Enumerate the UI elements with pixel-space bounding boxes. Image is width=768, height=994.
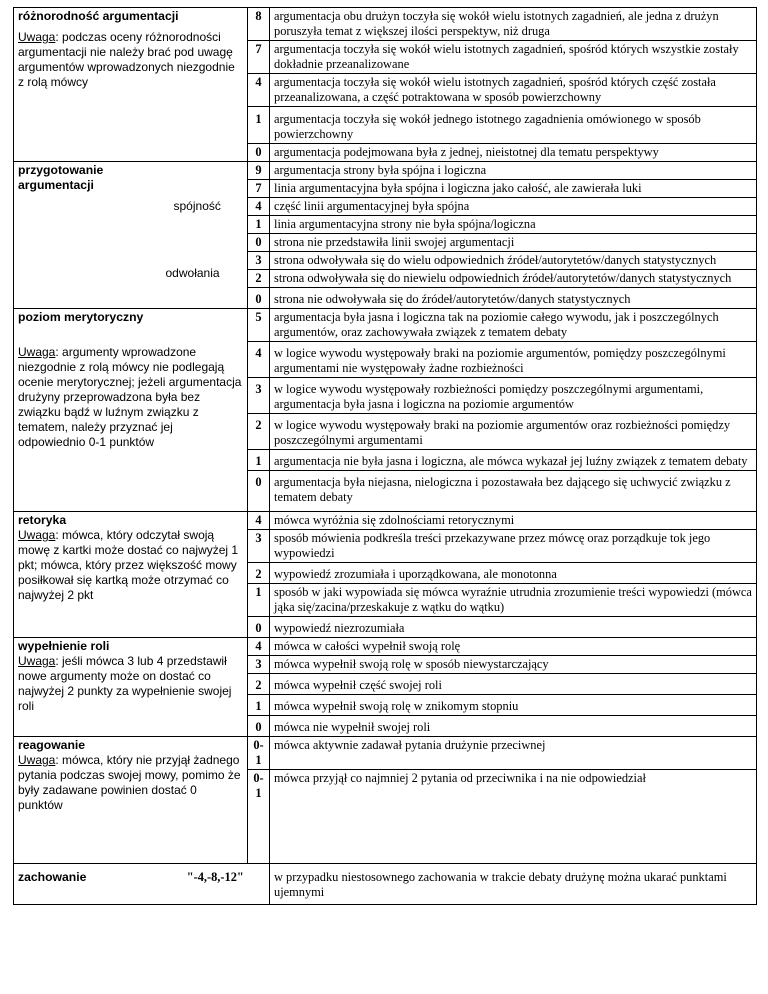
score-description: sposób mówienia podkreśla treści przekazywane przez mówcę oraz porządkuje tok jego wypowiedzi <box>270 530 757 563</box>
category-substance <box>14 342 248 512</box>
score-value: 1 <box>248 216 270 234</box>
score-value: 3 <box>248 378 270 414</box>
score-description: sposób w jaki wypowiada się mówca wyraźnie utrudnia zrozumienie treści wypowiedzi (mówca jąka się/zacina/przeskakuje z wątku do wątku) <box>270 584 757 617</box>
score-description: w logice wywodu występowały rozbieżności pomiędzy poszczególnymi argumentami, argumentacja była jasna i logiczna na poziomie argumentów <box>270 378 757 414</box>
score-value: 9 <box>248 162 270 180</box>
category-title: wypełnienie roli <box>18 639 110 653</box>
score-description: mówca nie wypełnił swojej roli <box>270 716 757 737</box>
score-description: strona nie przedstawiła linii swojej argumentacji <box>270 234 757 252</box>
score-description: część linii argumentacyjnej była spójna <box>270 198 757 216</box>
score-value: 0 <box>248 288 270 309</box>
subcategory-label: spójność <box>173 198 221 213</box>
table-row <box>14 162 757 180</box>
score-description: w logice wywodu występowały braki na poziomie argumentów oraz rozbieżności pomiędzy poszczególnymi argumentami <box>270 414 757 450</box>
category-rhetoric <box>14 512 248 638</box>
score-value: 0 <box>248 617 270 638</box>
score-value: 4 <box>248 638 270 656</box>
score-value: 1 <box>248 107 270 144</box>
note-text: : podczas oceny różnorodności argumentacji nie należy brać pod uwagę argumentów wprowadzonych niezgodnie z rolą mówcy <box>18 30 235 89</box>
score-description: argumentacja toczyła się wokół jednego istotnego zagadnienia omówionego w sposób powierzchowny <box>270 107 757 144</box>
category-note <box>18 654 243 714</box>
score-description: mówca wyróżnia się zdolnościami retorycznymi <box>270 512 757 530</box>
score-value: 5 <box>248 309 270 342</box>
table-row <box>14 864 757 905</box>
score-description: mówca aktywnie zadawał pytania drużynie przeciwnej <box>270 737 757 770</box>
category-title: reagowanie <box>18 738 86 752</box>
category-role-fulfillment <box>14 638 248 737</box>
score-value: 8 <box>248 8 270 41</box>
score-description: wypowiedź niezrozumiała <box>270 617 757 638</box>
score-value: 3 <box>248 252 270 270</box>
score-description: argumentacja była jasna i logiczna tak na poziomie całego wywodu, jak i poszczególnych argumentów, oraz zachowywała związek z tematem debaty <box>270 309 757 342</box>
category-note <box>18 30 243 90</box>
score-description: argumentacja toczyła się wokół wielu istotnych zagadnień, spośród których wszystkie zostały dokładnie przeanalizowane <box>270 41 757 74</box>
score-description: strona nie odwoływała się do źródeł/autorytetów/danych statystycznych <box>270 288 757 309</box>
score-description: linia argumentacyjna była spójna i logiczna jako całość, ale zawierała luki <box>270 180 757 198</box>
score-value: 1 <box>248 450 270 471</box>
score-description: mówca wypełnił swoją rolę w sposób niewystarczający <box>270 656 757 674</box>
score-value: 1 <box>248 584 270 617</box>
note-label: Uwaga <box>18 30 56 44</box>
score-description: w przypadku niestosownego zachowania w trakcie debaty drużynę można ukarać punktami ujemnymi <box>270 864 757 905</box>
table-row <box>14 512 757 530</box>
score-description: w logice wywodu występowały braki na poziomie argumentów, pomiędzy poszczególnymi argumentami nie występowały żadne rozbieżności <box>270 342 757 378</box>
score-description: linia argumentacyjna strony nie była spójna/logiczna <box>270 216 757 234</box>
table-row <box>14 638 757 656</box>
note-text: : mówca, który odczytał swoją mowę z kartki może dostać co najwyżej 1 pkt; mówca, który przez większość mowy posiłkował się kartką może otrzymać co najwyżej 2 pkt <box>18 528 239 602</box>
score-description: mówca przyjął co najmniej 2 pytania od przeciwnika i na nie odpowiedział <box>270 770 757 864</box>
category-note <box>18 753 243 813</box>
subcategory-coherence <box>162 198 248 252</box>
score-value: 4 <box>248 74 270 107</box>
score-value: 2 <box>248 563 270 584</box>
score-value: 2 <box>248 414 270 450</box>
score-value: 4 <box>248 342 270 378</box>
penalty-score: "-4,-8,-12" <box>162 864 270 905</box>
category-diversity <box>14 8 248 162</box>
category-preparation <box>14 162 162 309</box>
note-label: Uwaga <box>18 654 56 668</box>
score-description: argumentacja była niejasna, nielogiczna i pozostawała bez dającego się uchwycić związku z tematem debaty <box>270 471 757 512</box>
category-title: poziom merytoryczny <box>18 310 144 324</box>
category-title: zachowanie <box>18 870 87 884</box>
score-value: 4 <box>248 198 270 216</box>
score-description: argumentacja nie była jasna i logiczna, ale mówca wykazał jej luźny związek z tematem debaty <box>270 450 757 471</box>
score-description: argumentacja toczyła się wokół wielu istotnych zagadnień, spośród których część została przeanalizowana, a część potraktowana w sposób powierzchowny <box>270 74 757 107</box>
score-description: strona odwoływała się do wielu odpowiednich źródeł/autorytetów/danych statystycznych <box>270 252 757 270</box>
category-behavior <box>14 864 162 905</box>
score-value: 7 <box>248 41 270 74</box>
table-row <box>14 737 757 770</box>
note-label: Uwaga <box>18 528 56 542</box>
score-value: 0-1 <box>248 770 270 864</box>
score-description: mówca w całości wypełnił swoją rolę <box>270 638 757 656</box>
score-description: argumentacja strony była spójna i logiczna <box>270 162 757 180</box>
score-description: argumentacja obu drużyn toczyła się wokół wielu istotnych zagadnień, ale jedna z drużyn poruszyła temat z większej ilości perspektyw, niż druga <box>270 8 757 41</box>
score-value: 0-1 <box>248 737 270 770</box>
score-description: argumentacja podejmowana była z jednej, nieistotnej dla tematu perspektywy <box>270 144 757 162</box>
score-value: 1 <box>248 695 270 716</box>
table-row <box>14 8 757 41</box>
score-value: 0 <box>248 234 270 252</box>
table-row <box>14 309 757 342</box>
category-note <box>18 528 243 603</box>
score-value: 2 <box>248 270 270 288</box>
subcategory-label: odwołania <box>165 265 220 280</box>
score-description: strona odwoływała się do niewielu odpowiednich źródeł/autorytetów/danych statystycznych <box>270 270 757 288</box>
score-value: 4 <box>248 512 270 530</box>
category-responding <box>14 737 248 864</box>
note-text: : jeśli mówca 3 lub 4 przedstawił nowe argumenty może on dostać co najwyżej 2 punkty za wypełnienie swojej roli <box>18 654 232 713</box>
score-value: 0 <box>248 144 270 162</box>
category-note <box>18 343 243 450</box>
subcategory-references <box>162 252 248 288</box>
note-text: : mówca, który nie przyjął żadnego pytania podczas swojej mowy, pomimo że były zadawane powinien dostać 0 punktów <box>18 753 241 812</box>
score-description: mówca wypełnił część swojej roli <box>270 674 757 695</box>
score-value: 2 <box>248 674 270 695</box>
note-label: Uwaga <box>18 753 56 767</box>
score-description: mówca wypełnił swoją rolę w znikomym stopniu <box>270 695 757 716</box>
score-value: 0 <box>248 471 270 512</box>
category-title: retoryka <box>18 513 67 527</box>
note-label: Uwaga <box>18 344 56 359</box>
score-description: wypowiedź zrozumiała i uporządkowana, ale monotonna <box>270 563 757 584</box>
scoring-rubric-table <box>13 7 757 905</box>
score-value: 7 <box>248 180 270 198</box>
category-title: przygotowanie argumentacji <box>18 163 104 192</box>
score-value: 3 <box>248 530 270 563</box>
note-text: : argumenty wprowadzone niezgodnie z rolą mówcy nie podlegają ocenie merytorycznej; jeżeli argumentacja drużyny przeprowadzona była bez związku bądź w luźnym związku z tematem, należy przyznać jej odpowiednio 0-1 punktów <box>18 344 242 449</box>
table-row <box>14 342 757 378</box>
category-substance-title <box>14 309 248 342</box>
category-title: różnorodność argumentacji <box>18 9 179 23</box>
score-value: 0 <box>248 716 270 737</box>
score-value: 3 <box>248 656 270 674</box>
